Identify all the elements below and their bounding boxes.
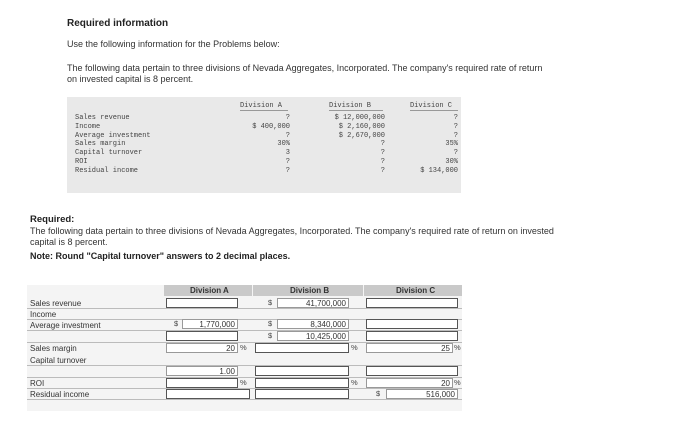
- div-b-roi-input[interactable]: [255, 378, 349, 388]
- info-label: Sales revenue: [75, 114, 130, 122]
- row-label-income: Income: [30, 310, 57, 319]
- dollar-sign: $: [268, 298, 273, 307]
- div-a-income-value[interactable]: 1,770,000: [182, 319, 238, 329]
- info-col-header-c: Division C: [410, 102, 453, 110]
- div-b-sales-revenue-value[interactable]: 41,700,000: [277, 298, 349, 308]
- div-a-residual-income-input[interactable]: [166, 389, 250, 399]
- div-a-sales-revenue-input[interactable]: [166, 298, 238, 308]
- div-c-sales-margin-value[interactable]: 25: [366, 343, 453, 353]
- div-c-roi-value[interactable]: 20: [366, 378, 453, 388]
- page-title: Required information: [67, 18, 169, 29]
- col-header-c: Division C: [396, 286, 436, 295]
- info-label: Average investment: [75, 131, 151, 140]
- col-header-b: Division B: [290, 286, 330, 295]
- div-c-income-input[interactable]: [366, 319, 458, 329]
- info-value: ?: [285, 131, 290, 140]
- div-b-average-investment-value[interactable]: 10,425,000: [277, 331, 349, 341]
- row-label-sales-margin: Sales margin: [30, 344, 77, 353]
- info-label: Income: [75, 122, 101, 131]
- info-label: Capital turnover: [75, 149, 143, 158]
- div-b-income-value[interactable]: 8,340,000: [277, 319, 349, 329]
- info-value: ?: [453, 114, 458, 122]
- info-value: ?: [380, 140, 385, 149]
- info-col-header-a: Division A: [240, 102, 283, 110]
- div-c-capital-turnover-input[interactable]: [366, 366, 458, 376]
- required-text-line-1: The following data pertain to three divisions of Nevada Aggregates, Incorporated. The company's required rate of return on invested: [30, 226, 554, 236]
- info-value: ?: [285, 114, 290, 122]
- percent-sign: %: [351, 343, 358, 352]
- div-a-sales-margin-value[interactable]: 20: [166, 343, 238, 353]
- required-text-line-2: capital is 8 percent.: [30, 237, 108, 247]
- div-a-average-investment-input[interactable]: [166, 331, 238, 341]
- info-col-c: [400, 114, 458, 176]
- info-value: ?: [453, 122, 458, 131]
- div-b-capital-turnover-input[interactable]: [255, 366, 349, 376]
- row-label-residual-income: Residual income: [30, 390, 90, 399]
- info-value: ?: [453, 131, 458, 140]
- dollar-sign: $: [268, 319, 273, 328]
- div-a-roi-input[interactable]: [166, 378, 238, 388]
- required-heading: Required:: [30, 214, 75, 225]
- percent-sign: %: [240, 378, 247, 387]
- row-divider: [27, 308, 462, 309]
- div-c-sales-revenue-input[interactable]: [366, 298, 458, 308]
- info-value: ?: [453, 149, 458, 158]
- info-value: 30%: [445, 157, 458, 166]
- info-value: ?: [380, 149, 385, 158]
- info-value: $ 134,000: [420, 166, 458, 175]
- row-divider: [27, 399, 462, 400]
- div-b-residual-income-input[interactable]: [255, 389, 349, 399]
- info-value: ?: [285, 157, 290, 166]
- description-line-2: on invested capital is 8 percent.: [67, 74, 194, 84]
- info-value: $ 2,160,000: [338, 122, 385, 131]
- info-value: ?: [285, 166, 290, 175]
- info-underline-b: [329, 110, 383, 111]
- info-value: 3: [285, 149, 290, 158]
- row-label-sales-revenue: Sales revenue: [30, 299, 82, 308]
- info-value: ?: [380, 157, 385, 166]
- div-a-capital-turnover-value[interactable]: 1.00: [166, 366, 238, 376]
- description-text: [67, 63, 667, 85]
- row-label-capital-turnover: Capital turnover: [30, 356, 87, 365]
- info-row-labels: [75, 114, 151, 176]
- percent-sign: %: [454, 378, 461, 387]
- info-value: 30%: [277, 140, 290, 149]
- row-label-average-investment: Average investment: [30, 321, 101, 330]
- dollar-sign: $: [376, 389, 381, 398]
- info-label: Residual income: [75, 166, 139, 175]
- percent-sign: %: [351, 378, 358, 387]
- info-value: 35%: [445, 140, 458, 149]
- row-label-roi: ROI: [30, 379, 45, 388]
- div-b-sales-margin-input[interactable]: [255, 343, 349, 353]
- info-value: $ 12,000,000: [334, 114, 385, 122]
- info-underline-c: [410, 110, 458, 111]
- info-col-header-b: Division B: [329, 102, 372, 110]
- col-header-a: Division A: [190, 286, 229, 295]
- info-value: ?: [380, 166, 385, 175]
- percent-sign: %: [240, 343, 247, 352]
- info-value: $ 400,000: [252, 122, 290, 131]
- info-underline-a: [240, 110, 288, 111]
- dollar-sign: $: [268, 331, 273, 340]
- div-c-residual-income-value[interactable]: 516,000: [386, 389, 458, 399]
- info-col-a: [230, 114, 290, 176]
- info-value: $ 2,670,000: [338, 131, 385, 140]
- description-line-1: The following data pertain to three divisions of Nevada Aggregates, Incorporated. The company's required rate of return: [67, 63, 543, 73]
- dollar-sign: $: [174, 319, 179, 328]
- info-label: Sales margin: [75, 140, 126, 149]
- instruction-text: Use the following information for the Problems below:: [67, 39, 280, 49]
- required-text: [30, 226, 680, 248]
- rounding-note: Note: Round "Capital turnover" answers to 2 decimal places.: [30, 251, 291, 261]
- div-c-average-investment-input[interactable]: [366, 331, 458, 341]
- info-label: ROI: [75, 157, 88, 166]
- info-col-b: [318, 114, 385, 176]
- percent-sign: %: [454, 343, 461, 352]
